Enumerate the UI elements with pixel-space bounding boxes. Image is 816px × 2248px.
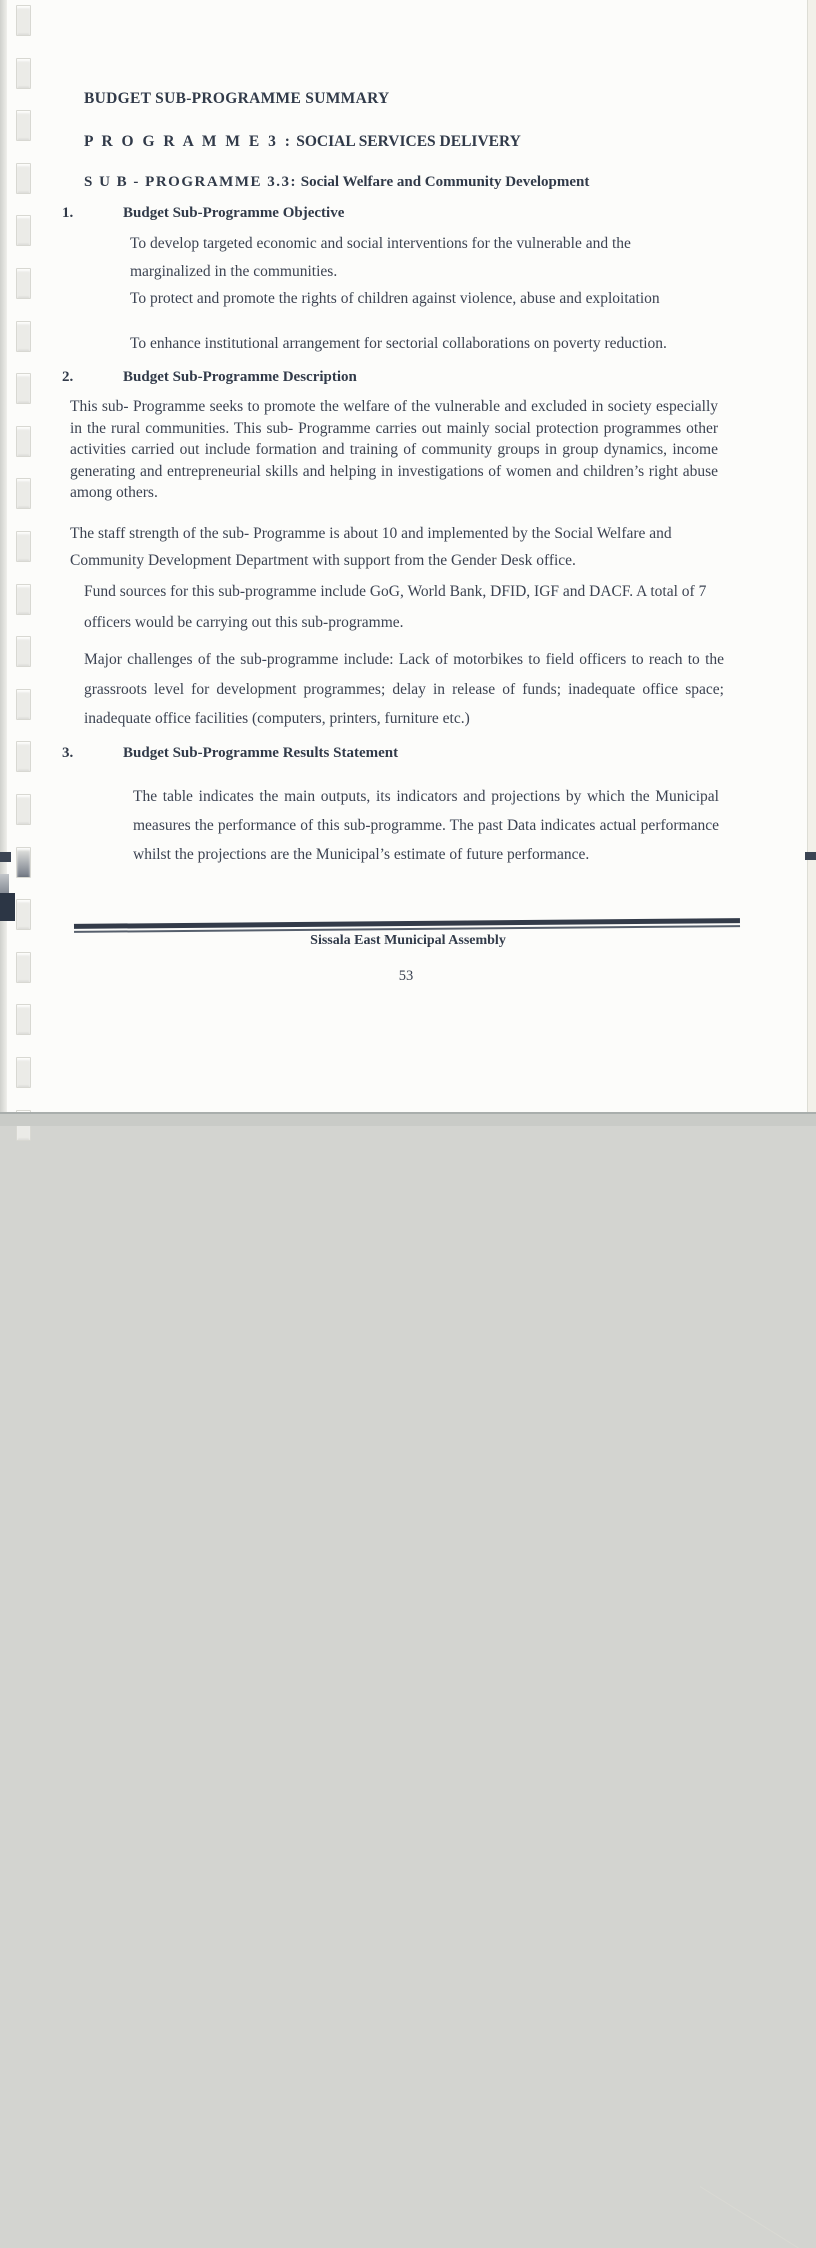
- section1-number: 1.: [62, 205, 74, 221]
- document-title: BUDGET SUB-PROGRAMME SUMMARY: [84, 90, 390, 107]
- binder-hole: [16, 478, 31, 509]
- challenges-paragraph: Major challenges of the sub-programme include: Lack of motorbikes to field officers to reach to the grassroots level for development programmes; delay in release of funds; inadequate office space; inadequate office facilities (computers, printers, furniture etc.): [84, 651, 724, 727]
- binder-hole: [16, 215, 31, 246]
- scan-artifact-mark: [0, 893, 15, 921]
- binder-hole: [16, 58, 31, 89]
- subprogramme-heading: [84, 174, 589, 191]
- binder-hole: [16, 899, 31, 930]
- footer-organization: Sissala East Municipal Assembly: [310, 933, 506, 948]
- section2-number: 2.: [62, 369, 74, 385]
- objective-item: To develop targeted economic and social interventions for the vulnerable and the marginalized in the communities.: [130, 235, 631, 280]
- objective-item: To protect and promote the rights of children against violence, abuse and exploitation: [130, 290, 660, 307]
- binder-hole: [16, 373, 31, 404]
- binder-hole: [16, 584, 31, 615]
- subprogramme-label: S U B - PROGRAMME 3.3:: [84, 174, 297, 190]
- programme-heading: [84, 133, 521, 151]
- programme-title: SOCIAL SERVICES DELIVERY: [296, 133, 521, 150]
- binder-hole: [16, 5, 31, 36]
- page-corner-fold: [700, 2186, 816, 2248]
- binder-hole: [16, 321, 31, 352]
- binder-hole: [16, 689, 31, 720]
- staff-paragraph: The staff strength of the sub- Programme is about 10 and implemented by the Social Welfare and Community Development Department with support from the Gender Desk office.: [70, 525, 672, 569]
- scan-artifact-mark: [0, 852, 11, 862]
- description-paragraph: This sub- Programme seeks to promote the welfare of the vulnerable and excluded in society especially in the rural communities. This sub- Programme carries out mainly social protection programmes other activities carried out include formation and training of community groups in group dynamics, income generating and entrepreneurial skills and helping in investigations of women and children’s right abuse among others.: [70, 398, 718, 501]
- results-statement-paragraph: The table indicates the main outputs, its indicators and projections by which the Municipal measures the performance of this sub-programme. The past Data indicates actual performance whilst the projections are the Municipal’s estimate of future performance.: [133, 788, 719, 863]
- binder-hole: [16, 794, 31, 825]
- binder-hole: [16, 636, 31, 667]
- section3-heading: Budget Sub-Programme Results Statement: [123, 745, 399, 761]
- binder-hole: [16, 426, 31, 457]
- programme-label: P R O G R A M M E 3 :: [84, 133, 293, 150]
- page-number: 53: [398, 968, 414, 984]
- binder-hole: [16, 1004, 31, 1035]
- section1-heading: Budget Sub-Programme Objective: [123, 205, 345, 221]
- page: [0, 0, 816, 1112]
- scan-artifact-mark: [805, 852, 816, 860]
- footer-rule: [74, 918, 740, 933]
- binder-hole: [16, 163, 31, 194]
- subprogramme-title: Social Welfare and Community Development: [300, 174, 590, 190]
- binder-hole: [16, 110, 31, 141]
- binder-hole: [16, 741, 31, 772]
- section3-number: 3.: [62, 745, 74, 761]
- binder-hole: [16, 847, 31, 878]
- section2-heading: Budget Sub-Programme Description: [123, 369, 357, 385]
- binder-hole: [16, 268, 31, 299]
- fund-sources-paragraph: Fund sources for this sub-programme include GoG, World Bank, DFID, IGF and DACF. A total of 7 officers would be carrying out this sub-programme.: [84, 583, 707, 631]
- binder-hole: [16, 531, 31, 562]
- binder-hole: [16, 1057, 31, 1088]
- objective-item: To enhance institutional arrangement for sectorial collaborations on poverty reduction.: [130, 335, 667, 352]
